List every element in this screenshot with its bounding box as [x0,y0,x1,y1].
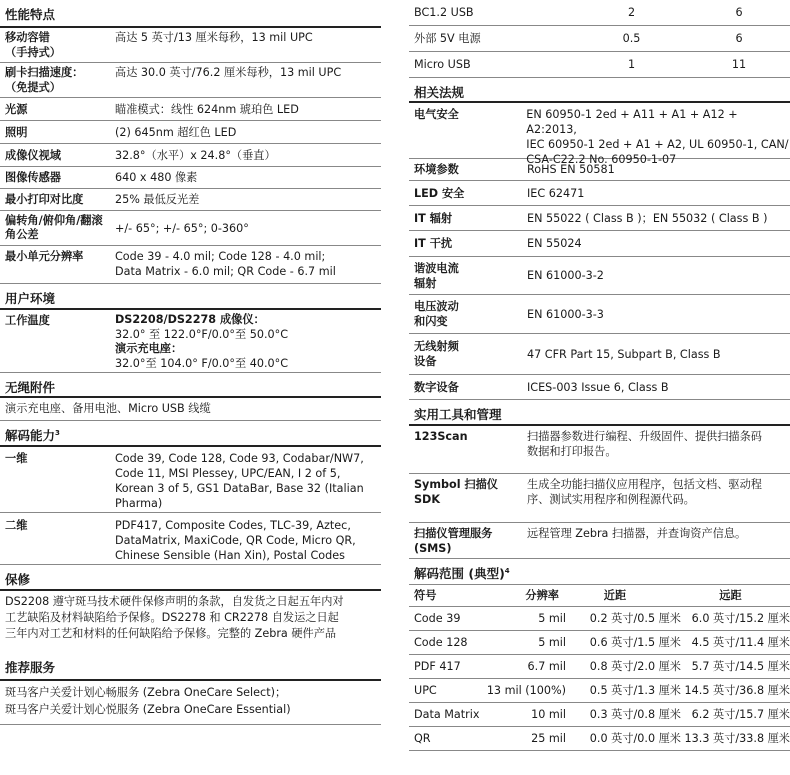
range-cell: 0.3 英寸/0.8 厘米 [589,708,681,721]
spec-label: 工作温度 [5,314,50,327]
range-cell: Data Matrix [414,708,480,721]
range-cell: 6.7 mil [527,660,566,673]
range-cell: 0.6 英寸/1.5 厘米 [589,636,681,649]
spec-row [0,310,381,373]
spec-row [0,98,381,121]
temp-values [112,310,288,371]
range-row [409,607,790,631]
spec-value: 640 x 480 像素 [115,171,198,184]
range-cell: UPC [414,684,437,697]
usb-row [409,0,790,26]
reg-label: 谐波电流 辐射 [414,261,459,290]
range-cell: 0.0 英寸/0.0 厘米 [589,732,681,745]
range-cell: QR [414,732,431,745]
spec-value: Code 39 - 4.0 mil; Code 128 - 4.0 mil; Data Matrix - 6.0 mil; QR Code - 6.7 mil [115,250,336,278]
reg-value: RoHS EN 50581 [527,163,615,176]
features-heading: 性能特点 [0,0,381,28]
spec-value: (2) 645nm 超红色 LED [115,125,237,139]
tool-value: 生成全功能扫描仪应用程序，包括文档、驱动程 序、测试实用程序和例程源代码。 [527,478,762,506]
spec-label: 成像仪视域 [5,148,61,162]
spec-row [0,144,381,167]
tool-value: 远程管理 Zebra 扫描器，并查询资产信息。 [527,527,747,540]
spec-label: 照明 [5,125,28,139]
range-cell: 5 mil [538,636,566,649]
spec-value: 25% 最低反光差 [115,193,200,206]
range-row [409,631,790,655]
temp-line: 32.0°至 104.0° F/0.0°至 40.0°C [115,356,289,370]
spec-row [0,246,381,284]
range-row [409,703,790,727]
reg-row [409,206,790,231]
services-text: 斑马客户关爱计划心畅服务 (Zebra OneCare Select)； 斑马客户关爱计划心悦服务 (Zebra OneCare Essential) [0,681,381,725]
tool-row [409,474,790,522]
reg-row [409,231,790,257]
range-cell: 4.5 英寸/11.4 厘米 [691,636,790,649]
range-cell: Code 39 [414,612,461,625]
spec-row [0,28,381,63]
reg-label: LED 安全 [414,186,465,200]
range-cell: 6.0 英寸/15.2 厘米 [691,612,790,625]
spec-label: 图像传感器 [5,171,61,184]
range-row [409,679,790,703]
range-row [409,727,790,751]
regulatory-heading: 相关法规 [409,78,790,103]
reg-label: 无线射频 设备 [414,340,459,368]
spec-row [0,63,381,98]
usb-name: 外部 5V 电源 [414,32,481,45]
spec-row [0,447,381,513]
temp-line: 32.0° 至 122.0°F/0.0°至 50.0°C [115,327,289,341]
spec-value: 高达 30.0 英寸/76.2 厘米每秒，13 mil UPC [115,66,342,79]
range-cell: 0.8 英寸/2.0 厘米 [589,660,681,673]
usb-value: 11 [731,58,747,71]
reg-label: 数字设备 [414,380,459,394]
reg-row [409,375,790,400]
tool-row [409,522,790,559]
reg-row [409,295,790,334]
reg-label: 电气安全 [414,108,459,121]
tools-heading: 实用工具和管理 [409,400,790,426]
reg-value: 47 CFR Part 15, Subpart B, Class B [527,347,721,361]
reg-row [409,257,790,295]
decode-heading [0,421,381,447]
range-title: 解码范围 (典型) [414,566,505,581]
usb-value: 2 [627,6,636,19]
reg-value: ICES-003 Issue 6, Class B [527,380,669,394]
usb-row [409,52,790,78]
range-col-header: 远距 [719,589,742,602]
env-heading: 用户环境 [0,284,381,310]
footnote-marker: 3 [55,428,60,437]
spec-label: 最小打印对比度 [5,193,84,206]
range-cell: 6.2 英寸/15.7 厘米 [691,708,790,721]
decode-title: 解码能力 [5,428,56,443]
usb-value: 6 [735,32,743,45]
usb-value: 6 [735,6,743,19]
tool-label: 123Scan [414,430,468,443]
warranty-heading: 保修 [0,565,381,591]
range-cell: 13 mil (100%) [486,684,566,697]
spec-value: Code 39, Code 128, Code 93, Codabar/NW7, Code 11, MSI Plessey, UPC/EAN, I 2 of 5, Korean 3 of 5, GS1 DataBar, Base 32 (Italian Pharma) [115,452,364,510]
reg-label: IT 辐射 [414,211,453,225]
tool-label: 扫描仪管理服务 (SMS) [414,527,493,555]
range-cell: 0.5 英寸/1.3 厘米 [589,684,681,697]
range-cell: 5 mil [538,612,566,625]
reg-value: EN 61000-3-2 [527,269,604,282]
spec-value: 瞄准模式：线性 624nm 琥珀色 LED [115,102,299,116]
range-cell: 10 mil [531,708,566,721]
spec-value: PDF417, Composite Codes, TLC-39, Aztec, DataMatrix, MaxiCode, QR Code, Micro QR, Chinese Sensible (Han Xin), Postal Codes [115,519,356,562]
footnote-marker: 4 [504,566,510,575]
reg-label: 环境参数 [414,163,459,176]
spec-label: 一维 [5,452,28,465]
range-cell: Code 128 [414,636,468,649]
tool-row [409,426,790,474]
spec-value: 高达 5 英寸/13 厘米每秒，13 mil UPC [115,31,313,44]
range-cell: 0.2 英寸/0.5 厘米 [589,612,681,625]
usb-row [409,26,790,52]
tool-value: 扫描器参数进行编程、升级固件、提供扫描条码 数据和打印报告。 [527,430,762,458]
range-header-row [409,584,790,607]
temp-line: DS2208/DS2278 成像仪： [115,313,265,326]
spec-value: +/- 65°; +/- 65°; 0-360° [115,221,249,235]
reg-value: EN 55024 [527,237,582,250]
accessories-heading: 无绳附件 [0,373,381,398]
usb-name: BC1.2 USB [414,6,474,19]
reg-row [409,103,790,166]
spec-value: 32.8°（水平）x 24.8°（垂直） [115,148,276,162]
reg-row [409,334,790,375]
range-cell: 14.5 英寸/36.8 厘米 [684,684,790,697]
usb-name: Micro USB [414,58,471,71]
spec-row [0,189,381,211]
reg-value: EN 61000-3-3 [527,307,604,321]
spec-row [0,211,381,246]
reg-value: IEC 62471 [527,186,585,200]
range-cell: 13.3 英寸/33.8 厘米 [684,732,790,745]
range-cell: 25 mil [531,732,566,745]
temp-line: 演示充电座： [115,342,183,355]
range-cell: PDF 417 [414,660,461,673]
usb-value: 1 [627,58,636,71]
spec-row [0,167,381,189]
warranty-text: DS2208 遵守斑马技术硬件保修声明的条款，自发货之日起五年内对 工艺缺陷及材料缺陷给予保修。DS2278 和 CR2278 自发运之日起 三年内对工艺和材料的任何缺陷给予保修。完整的 Zebra 硬件产品 [5,595,344,640]
spec-label: 二维 [5,519,28,532]
spec-label: 最小单元分辨率 [5,250,84,263]
usb-value: 0.5 [622,32,641,45]
accessories-text: 演示充电座、备用电池、Micro USB 线缆 [0,398,381,421]
spec-label: 移动容错 （手持式） [5,31,61,59]
range-row [409,655,790,679]
spec-row [0,513,381,565]
spec-row [0,121,381,144]
reg-row [409,181,790,206]
spec-label: 偏转角/俯仰角/翻滚角公差 [5,214,103,241]
range-cell: 5.7 英寸/14.5 厘米 [691,660,790,673]
spec-label: 刷卡扫描速度： （免提式） [5,66,84,94]
right-column [409,0,790,751]
reg-value: EN 55022 ( Class B )；EN 55032 ( Class B ) [527,211,768,225]
range-heading [409,559,790,584]
range-col-header: 近距 [603,589,627,602]
reg-value: EN 60950-1 2ed + A11 + A1 + A12 + A2:2013, IEC 60950-1 2ed + A1 + A2, UL 60950-1, CAN/ CSA-C22.2 No. 60950-1-07 [526,108,789,166]
range-col-header: 分辨率 [525,589,559,602]
range-col-header: 符号 [414,589,437,602]
services-heading: 推荐服务 [0,653,381,681]
reg-label: IT 干扰 [414,237,453,250]
spec-label: 光源 [5,102,28,116]
reg-label: 电压波动 和闪变 [414,300,459,328]
left-column [0,0,381,725]
tool-label: Symbol 扫描仪 SDK [414,478,498,506]
